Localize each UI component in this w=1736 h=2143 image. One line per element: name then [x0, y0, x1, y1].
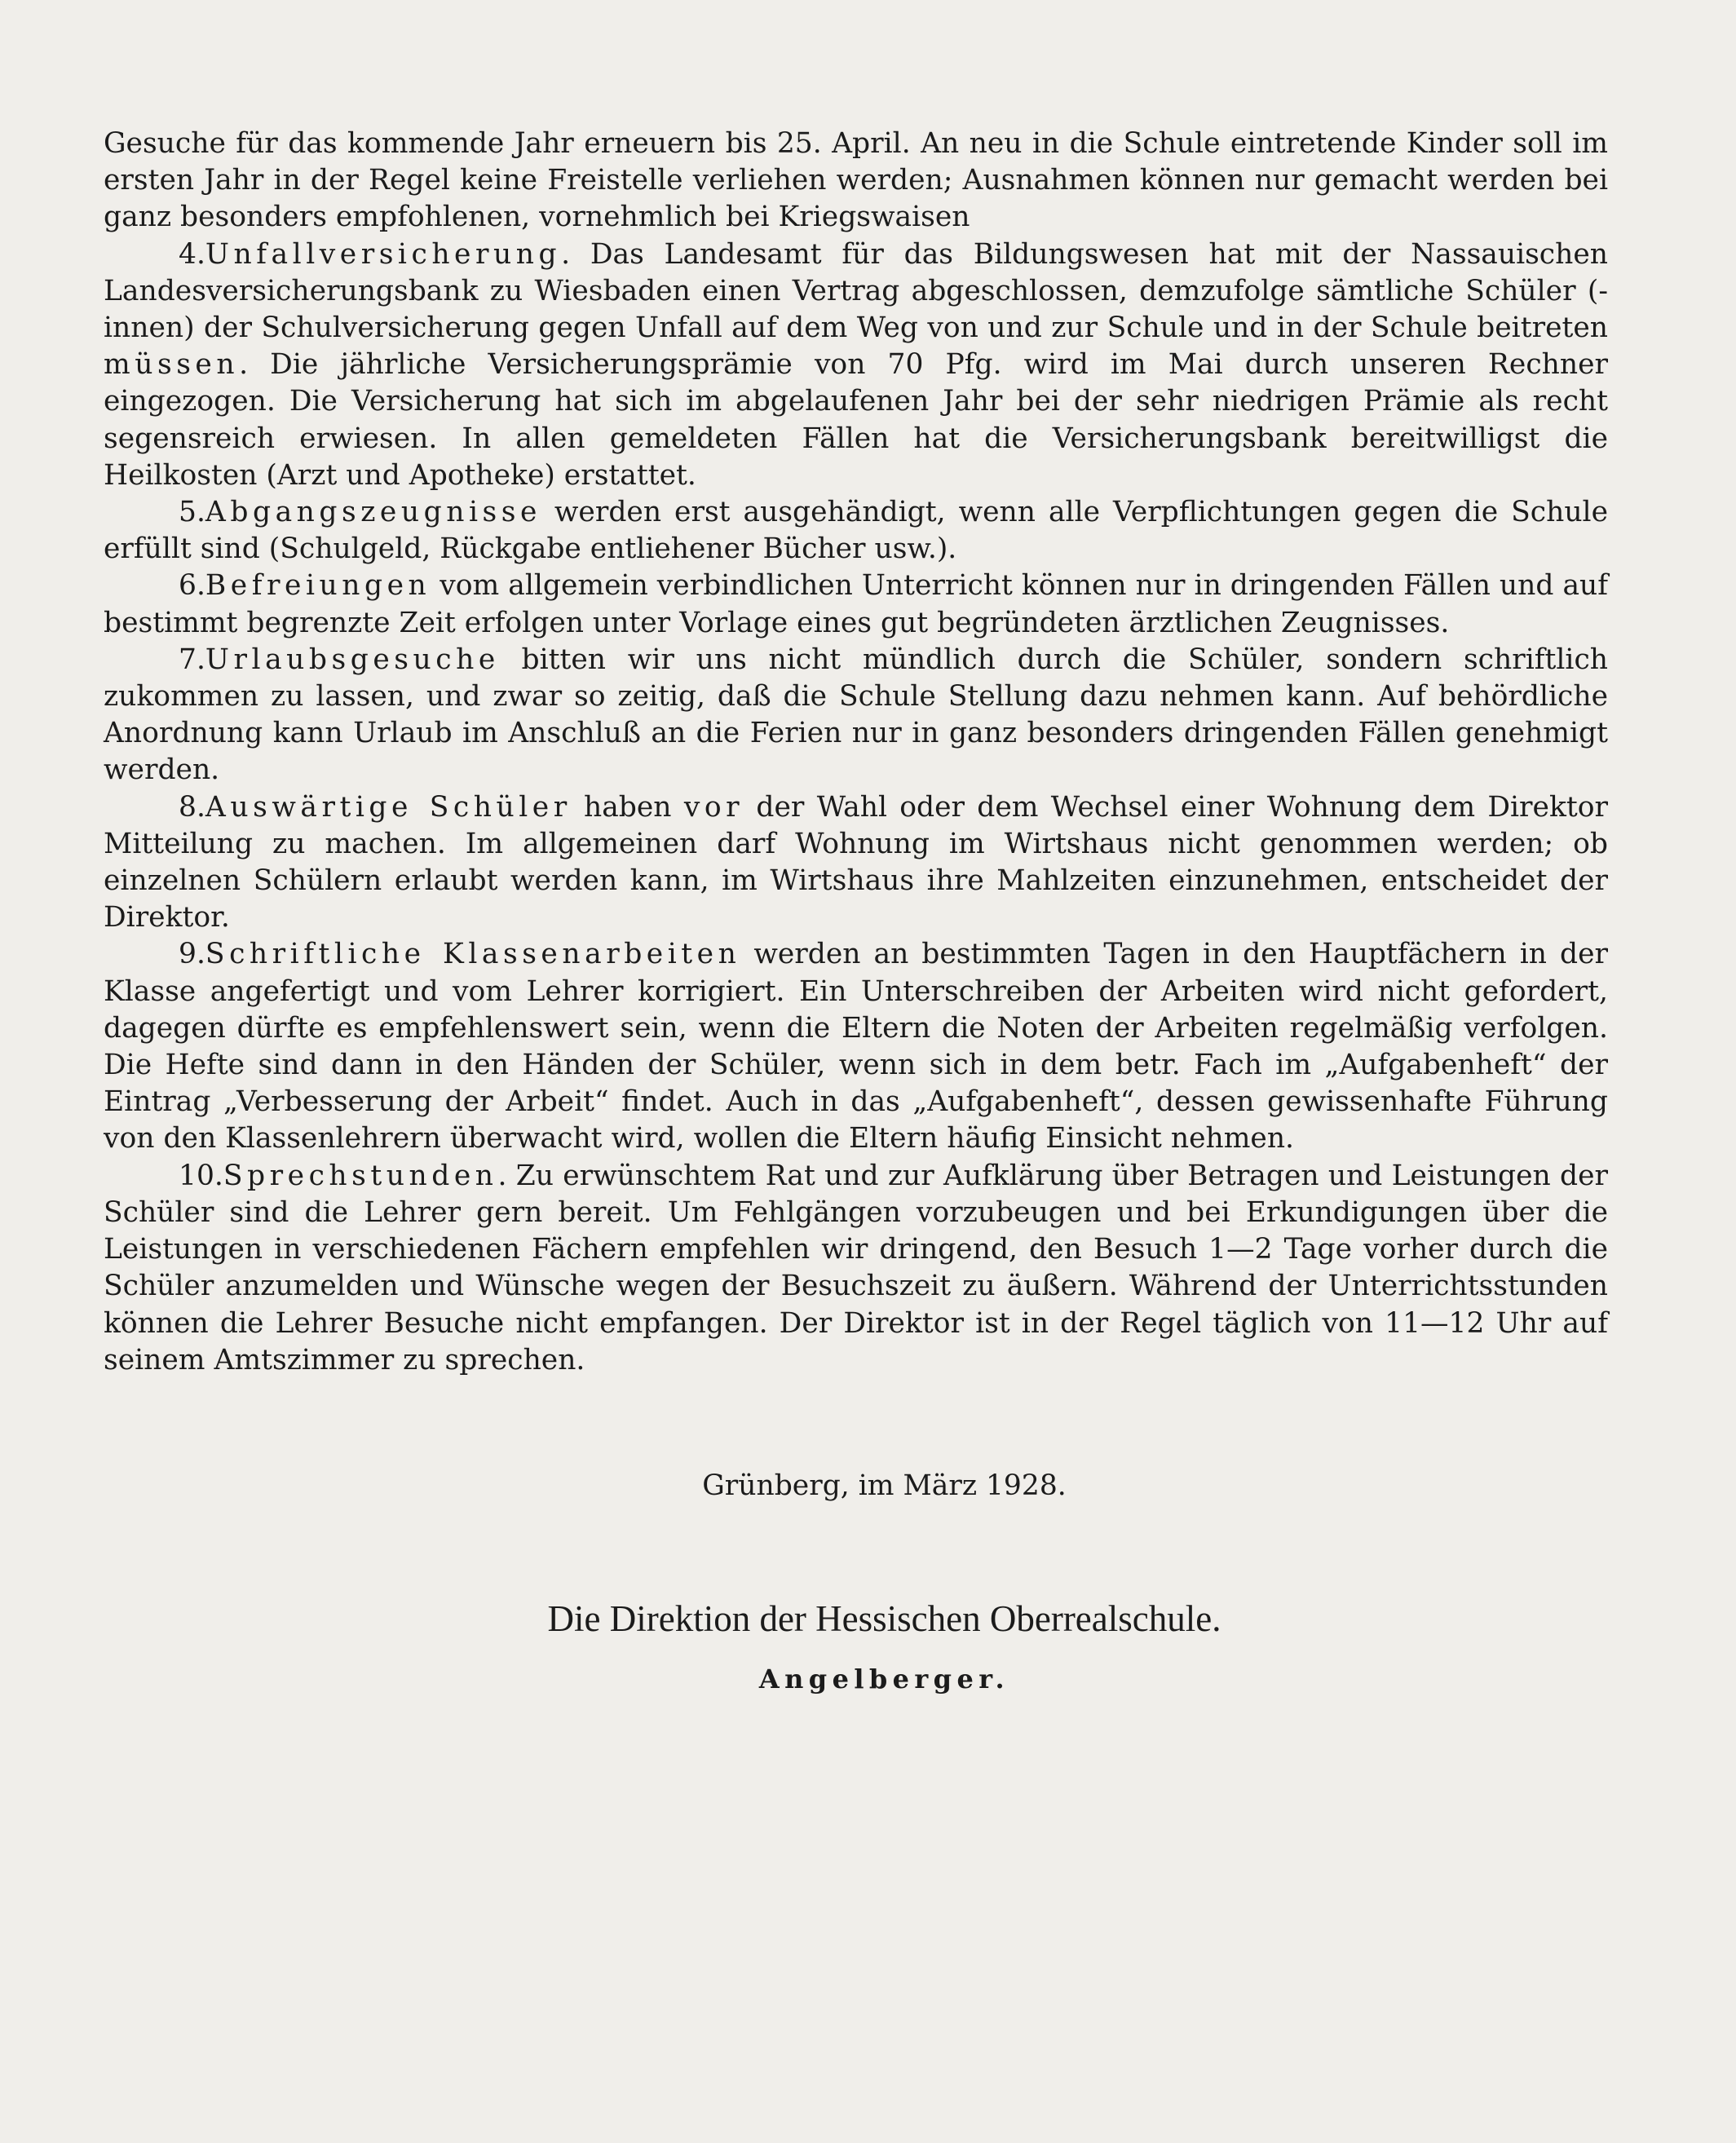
section-number: 6. — [179, 569, 205, 603]
section-10 — [104, 1158, 1608, 1379]
section-term: Auswärtige Schüler — [205, 790, 572, 824]
section-text: bitten wir uns nicht mündlich durch die Schüler, sondern schriftlich zukommen zu lassen, und zwar so zeitig, daß die Schule Stellung dazu nehmen kann. Auf behördliche Anordnung kann Urlaub im Anschluß an die Ferien nur in ganz besonders dringenden Fällen genehmigt werden. — [104, 643, 1608, 787]
section-term: Sprechstunden — [223, 1159, 498, 1192]
section-text: . Das Landesamt für das Bildungswesen hat mit der Nassauischen Landesversicherungsbank zu Wiesbaden einen Vertrag abgeschlossen, demzufolge sämtliche Schüler (-innen) der Schulversicherung gegen Unfall auf dem Weg von und zur Schule und in der Schule beitreten — [104, 237, 1608, 345]
lead-paragraph: Gesuche für das kommende Jahr erneuern bis 25. April. An neu in die Schule eintretende Kinder soll im ersten Jahr in der Regel keine Freistelle verliehen werden; Ausnahmen können nur gemacht werden bei ganz besonders empfohlenen, vornehmlich bei Kriegswaisen — [104, 127, 1608, 234]
section-number: 10. — [179, 1159, 223, 1192]
section-5 — [104, 494, 1608, 568]
section-number: 8. — [179, 790, 205, 824]
section-number: 9. — [179, 938, 205, 971]
section-text-after: der Wahl oder dem Wechsel einer Wohnung dem Direktor Mitteilung zu machen. Im allgemeinen darf Wohnung im Wirtshaus nicht genommen werden; ob einzelnen Schülern erlaubt werden kann, im Wirtshaus ihre Mahlzeiten einzunehmen, entscheidet der Direktor. — [104, 790, 1608, 935]
section-9 — [104, 936, 1608, 1157]
section-text: . Zu erwünschtem Rat und zur Aufklärung über Betragen und Leistungen der Schüler sind die Lehrer gern bereit. Um Fehlgängen vorzubeugen und bei Erkundigungen über die Leistungen in verschiedenen Fächern empfehlen wir dringend, den Besuch 1—2 Tage vorher durch die Schüler anzumelden und Wünsche wegen der Besuchszeit zu äußern. Während der Unterrichtsstunden können die Lehrer Besuche nicht empfangen. Der Direktor ist in der Regel täglich von 11—12 Uhr auf seinem Amtszimmer zu sprechen. — [104, 1159, 1608, 1376]
body-text — [104, 126, 1608, 1379]
section-number: 5. — [179, 496, 205, 529]
section-8 — [104, 789, 1608, 937]
section-6 — [104, 568, 1608, 641]
section-emphasis: müssen — [104, 348, 240, 382]
section-text-after: . Die jährliche Versicherungsprämie von 70 Pfg. wird im Mai durch unseren Rechner eingezogen. Die Versicherung hat sich im abgelaufenen Jahr bei der sehr niedrigen Prämie als recht segensreich erwiesen. In allen gemeldeten Fällen hat die Versicherungsbank bereitwilligst die Heilkosten (Arzt und Apotheke) erstattet. — [104, 348, 1608, 492]
authority-title: Die Direktion der Hessischen Oberrealschule. — [547, 1598, 1221, 1639]
section-term: Schriftliche Klassenarbeiten — [205, 938, 741, 971]
section-term: Unfallversicherung — [205, 237, 562, 271]
section-number: 7. — [179, 643, 205, 676]
section-term: Urlaubsgesuche — [205, 643, 500, 676]
section-number: 4. — [179, 237, 205, 271]
section-text: vom allgemein verbindlichen Unterricht können nur in dringenden Fällen und auf bestimmt begrenzte Zeit erfolgen unter Vorlage eines gut begründeten ärztlichen Zeugnisses. — [104, 569, 1608, 639]
section-text: werden an bestimmten Tagen in den Hauptfächern in der Klasse angefertigt und vom Lehrer korrigiert. Ein Unterschreiben der Arbeiten wird nicht gefordert, dagegen dürfte es empfehlenswert sein, wenn die Eltern die Noten der Arbeiten regelmäßig verfolgen. Die Hefte sind dann in den Händen der Schüler, wenn sich in dem betr. Fach im „Aufgabenheft“ der Eintrag „Verbesserung der Arbeit“ findet. Auch in das „Aufgabenheft“, dessen gewissenhafte Führung von den Klassenlehrern überwacht wird, wollen die Eltern häufig Einsicht nehmen. — [104, 938, 1608, 1155]
section-text: werden erst ausgehändigt, wenn alle Verpflichtungen gegen die Schule erfüllt sind (Schulgeld, Rückgabe entliehener Bücher usw.). — [104, 496, 1608, 566]
section-7 — [104, 642, 1608, 789]
section-text: haben — [571, 790, 684, 824]
section-term: Abgangszeugnisse — [205, 496, 541, 529]
place-date: Grünberg, im März 1928. — [702, 1469, 1067, 1502]
section-emphasis: vor — [683, 790, 744, 824]
signature: Angelberger. — [758, 1664, 1010, 1695]
section-term: Befreiungen — [205, 569, 431, 603]
section-4 — [104, 236, 1608, 494]
